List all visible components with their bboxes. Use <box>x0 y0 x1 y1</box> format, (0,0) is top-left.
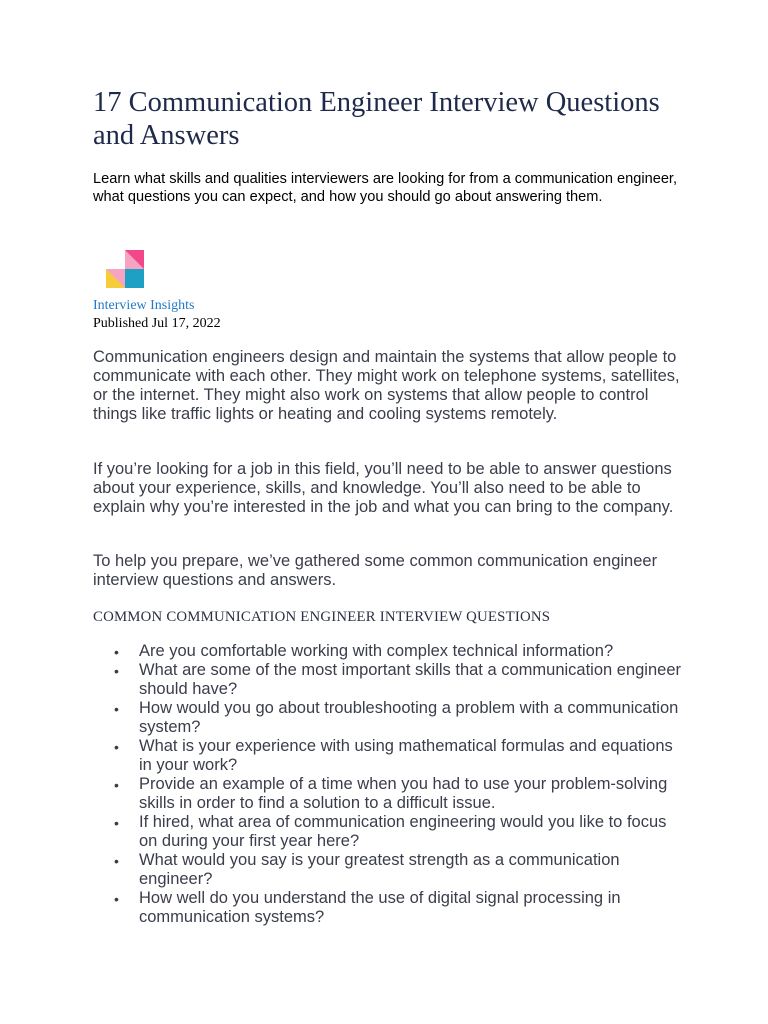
category-link[interactable]: Interview Insights <box>93 298 195 313</box>
list-item <box>93 889 683 927</box>
question-text: Provide an example of a time when you had to use your problem-solving skills in order to find a solution to a difficult issue. <box>139 775 668 812</box>
article-subtitle: Learn what skills and qualities interviewers are looking for from a communication engineer, what questions you can expect, and how you should go about answering them. <box>93 171 678 205</box>
question-text: What is your experience with using mathematical formulas and equations in your work? <box>139 737 673 774</box>
list-item <box>93 737 683 775</box>
list-item <box>93 661 683 699</box>
list-item <box>93 775 683 813</box>
question-text: Are you comfortable working with complex technical information? <box>139 642 614 660</box>
logo-teal-square <box>125 269 144 288</box>
brand-logo-icon <box>104 250 146 288</box>
bullet-icon: • <box>114 815 119 831</box>
intro-paragraph-1: Communication engineers design and maintain the systems that allow people to communicate with each other. They might work on telephone systems, satellites, or the internet. They might also work on systems that allow people to control things like traffic lights or heating and cooling systems remotely. <box>93 348 680 423</box>
published-date: Published Jul 17, 2022 <box>93 316 221 331</box>
question-text: What would you say is your greatest strength as a communication engineer? <box>139 851 620 888</box>
bullet-icon: • <box>114 701 119 717</box>
list-item <box>93 699 683 737</box>
bullet-icon: • <box>114 644 119 660</box>
bullet-icon: • <box>114 853 119 869</box>
bullet-icon: • <box>114 663 119 679</box>
question-text: How would you go about troubleshooting a problem with a communication system? <box>139 699 679 736</box>
bullet-icon: • <box>114 739 119 755</box>
question-text: If hired, what area of communication engineering would you like to focus on during your first year here? <box>139 813 667 850</box>
question-text: How well do you understand the use of digital signal processing in communication systems? <box>139 889 621 926</box>
questions-list <box>93 642 683 927</box>
intro-paragraph-2: If you’re looking for a job in this field, you’ll need to be able to answer questions about your experience, skills, and knowledge. You’ll also need to be able to explain why you’re interested in the job and what you can bring to the company. <box>93 460 674 516</box>
section-heading: COMMON COMMUNICATION ENGINEER INTERVIEW QUESTIONS <box>93 609 551 625</box>
list-item <box>93 642 683 661</box>
bullet-icon: • <box>114 777 119 793</box>
question-text: What are some of the most important skills that a communication engineer should have? <box>139 661 681 698</box>
page-title: 17 Communication Engineer Interview Questions and Answers <box>93 87 660 151</box>
list-item <box>93 813 683 851</box>
intro-paragraph-3: To help you prepare, we’ve gathered some common communication engineer interview questions and answers. <box>93 552 658 589</box>
list-item <box>93 851 683 889</box>
bullet-icon: • <box>114 891 119 907</box>
